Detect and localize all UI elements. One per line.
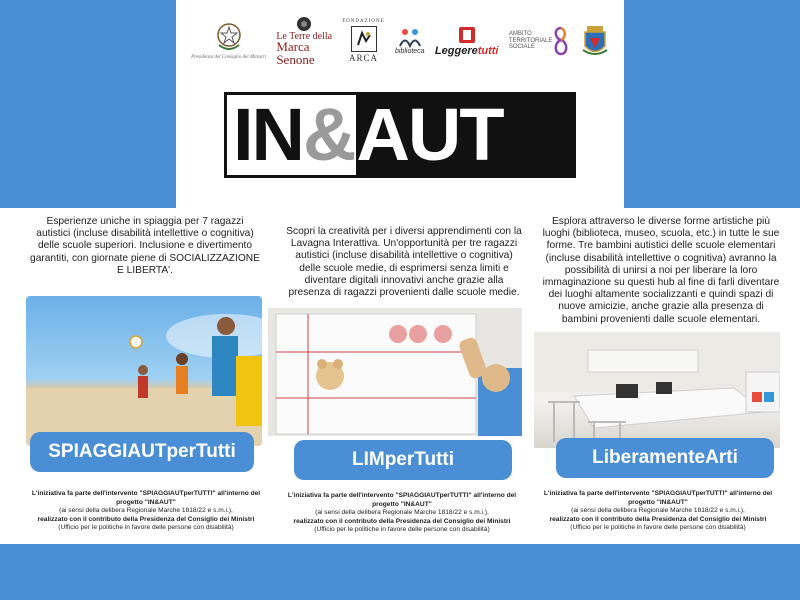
title-ampersand: &: [303, 93, 355, 176]
liberamente-description: Esplora attraverso le diverse forme artistiche più luoghi (biblioteca, museo, scuola, etc.) in tutte le sue forme. Tre bambini autistici delle scuole elementari (incluse disabilità intellettive o cognitiva) avranno la possibilità di unirsi a noi per liberare la loro immaginazione su questi hub al fine di farli diventare dei luoghi altamente socializzanti e quindi spazi di nuove amicizie, anche grazie alla presenza di bambini provenienti dalle scuole elementari.: [542, 216, 780, 325]
arca-logo: [342, 19, 384, 64]
crest-icon: [581, 24, 609, 58]
footer-note-1: L'iniziativa fa parte dell'intervento "SPIAGGIAUTperTUTTI" all'interno del progetto "IN&AUT" (ai sensi della delibera Regionale Marche 1818/22 e s.m.i.), realizzato con il contributo della Presidenza del Consiglio dei Ministri (Ufficio per le politiche in favore delle persone con disabilità): [31, 490, 261, 532]
terre-emblem-icon: [293, 16, 315, 32]
footer-note-3: L'iniziativa fa parte dell'intervento "SPIAGGIAUTperTUTTI" all'interno del progetto "IN&AUT" (ai sensi della delibera Regionale Marche 1818/22 e s.m.i.), realizzato con il contributo della Presidenza del Consiglio dei Ministri (Ufficio per le politiche in favore delle persone con disabilità): [543, 490, 773, 532]
leggere-tutti-logo: [435, 24, 499, 58]
activities-panel: [0, 208, 800, 544]
lim-description: Scopri la creatività per i diversi apprendimenti con la Lavagna Interattiva. Un'opportunità per tre ragazzi autistici (incluse disabilità intellettive o cognitiva) delle scuole medie, di esprimersi senza limiti e diventare digitali innovativi anche grazie alla presenza di ragazzi provenienti dalle scuole medie.: [286, 226, 522, 299]
leggere-label: Leggere: [434, 45, 478, 58]
liberamente-label: LiberamenteArti: [556, 438, 774, 478]
beach-volleyball-photo: [26, 296, 262, 446]
ambito-logo: [509, 26, 571, 56]
terre-line1: Le Terre della: [276, 30, 333, 42]
interactive-whiteboard-photo: [268, 308, 522, 436]
arca-emblem-icon: [351, 26, 377, 52]
project-title: [224, 92, 576, 178]
arca-fondazione: FONDAZIONE: [342, 18, 385, 24]
comune-crest-logo: [581, 24, 609, 58]
footer-note-2: L'iniziativa fa parte dell'intervento "SPIAGGIAUTperTUTTI" all'interno del progetto "IN&AUT" (ai sensi della delibera Regionale Marche 1818/22 e s.m.i.), realizzato con il contributo della Presidenza del Consiglio dei Ministri (Ufficio per le politiche in favore delle persone con disabilità): [287, 492, 517, 534]
biblioteca-name: biblioteca: [395, 48, 425, 56]
terre-marca-senone-logo: [276, 16, 332, 66]
header-panel: [176, 0, 624, 208]
tutti-label: tutti: [477, 45, 499, 58]
partner-logos: [176, 8, 624, 74]
ambito-line1: AMBITO: [508, 31, 532, 38]
italian-emblem-icon: [214, 21, 244, 53]
title-aut: AUT: [356, 93, 503, 176]
ambito-number-icon: [552, 26, 570, 56]
classroom-photo: [534, 332, 780, 448]
title-in: IN: [233, 93, 303, 176]
arca-name: ARCA: [349, 52, 379, 63]
spiaggia-description: Esperienze uniche in spiaggia per 7 ragazzi autistici (incluse disabilità intellettive o cognitiva) delle scuole superiori. Inclusione e divertimento garantiti, con giornate piene di SOCIALIZZAZIONE E LIBERTA'.: [30, 216, 260, 276]
spiaggia-label: SPIAGGIAUTperTutti: [30, 432, 254, 472]
book-icon: [456, 24, 478, 46]
presidenza-logo: [191, 21, 266, 60]
ambito-line2: TERRITORIALE: [508, 37, 553, 44]
lim-label: LIMperTutti: [294, 440, 512, 480]
terre-line3: Senone: [276, 51, 315, 67]
terre-line2: Marca: [276, 39, 310, 55]
presidenza-caption: Presidenza del Consiglio dei Ministri: [191, 55, 266, 61]
biblioteca-people-icon: [398, 26, 422, 48]
ambito-line3: SOCIALE: [508, 44, 535, 51]
biblioteca-logo: [395, 26, 425, 55]
